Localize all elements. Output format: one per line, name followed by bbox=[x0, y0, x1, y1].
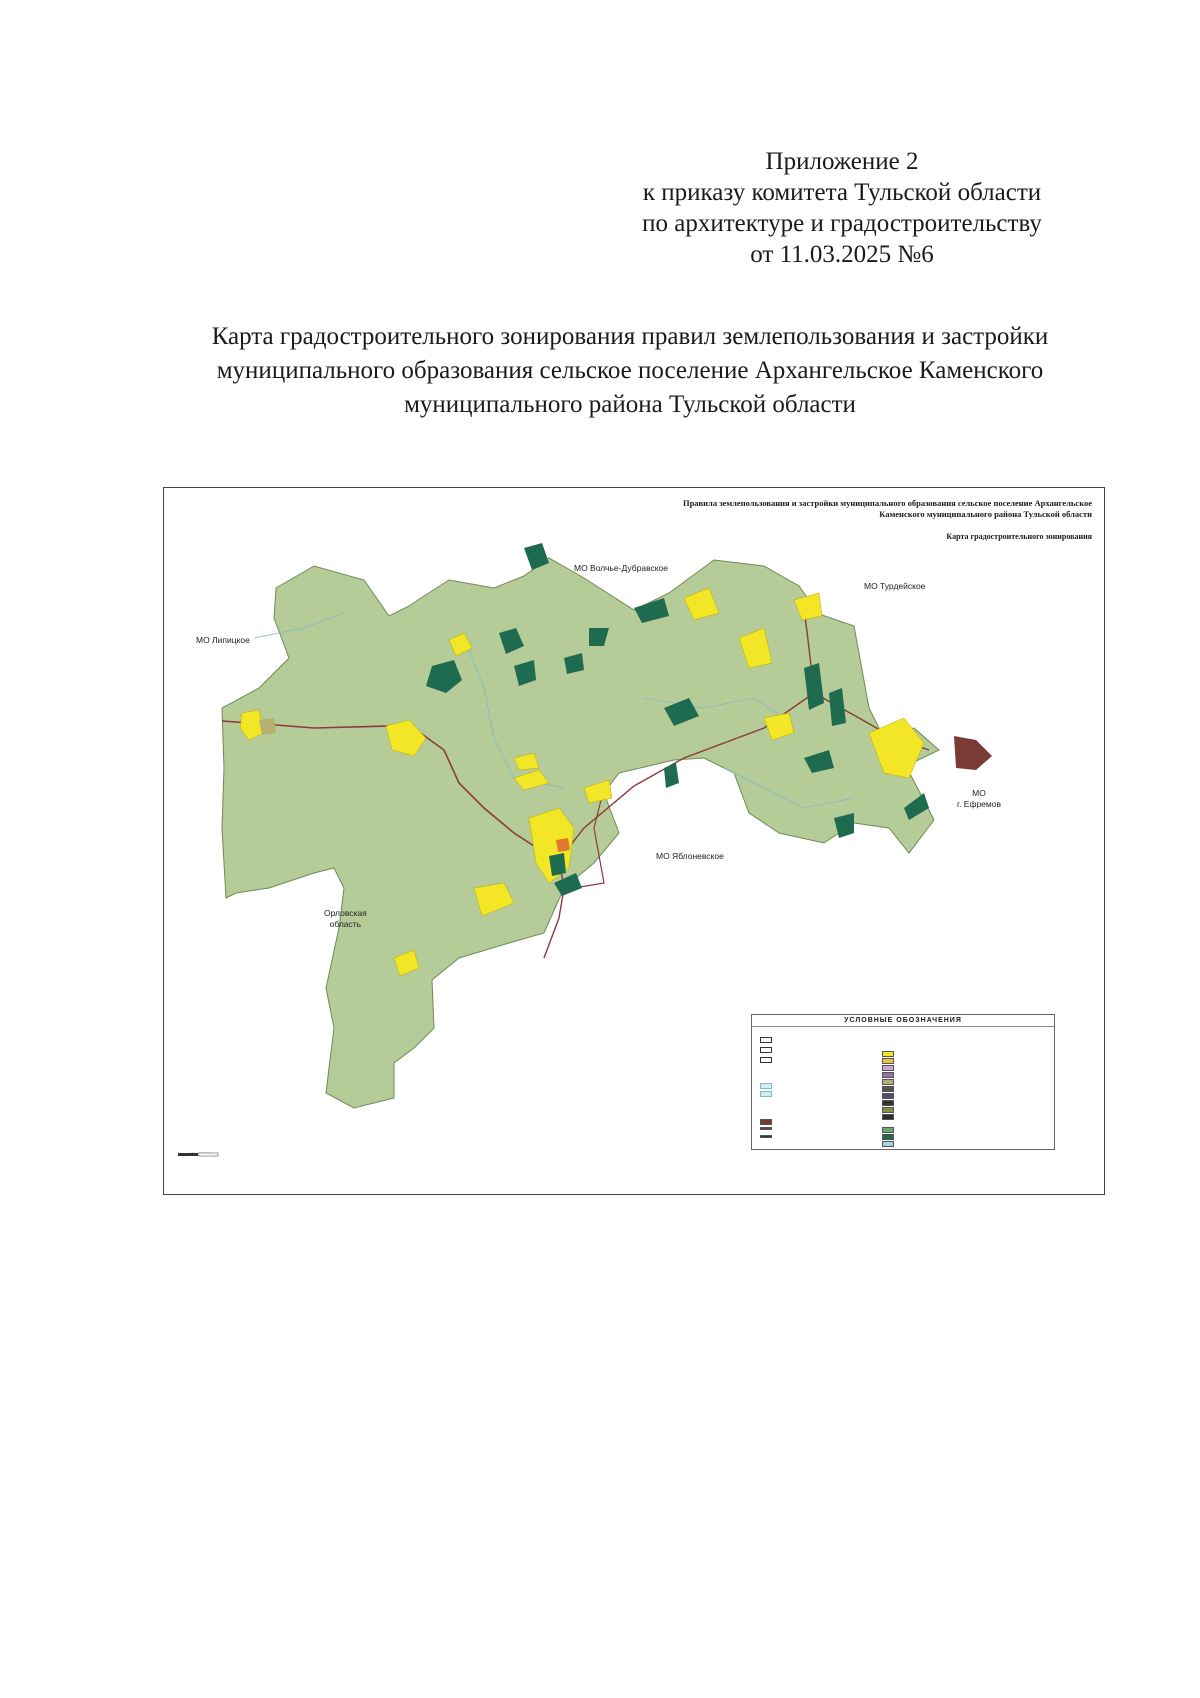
title-line-1: Карта градостроительного зонирования правил землепользования и застройки bbox=[211, 323, 1049, 350]
legend-swatch bbox=[760, 1135, 772, 1138]
map-header-line-1: Правила землепользования и застройки муниципального образования сельское поселение Архангельское bbox=[682, 498, 1092, 508]
legend-row bbox=[882, 1072, 897, 1078]
legend-row bbox=[882, 1107, 897, 1113]
legend-row bbox=[882, 1086, 897, 1092]
map-legend bbox=[751, 1014, 1055, 1150]
legend-title: УСЛОВНЫЕ ОБОЗНАЧЕНИЯ bbox=[752, 1015, 1054, 1027]
legend-swatch bbox=[882, 1127, 894, 1133]
document-title bbox=[140, 320, 1120, 422]
region-label-efremov-2: г. Ефремов bbox=[957, 799, 1001, 809]
map-subheader: Карта градостроительного зонирования bbox=[946, 532, 1092, 541]
special-zone bbox=[556, 838, 570, 852]
region-label-yablon: МО Яблоневское bbox=[656, 851, 724, 861]
legend-swatch bbox=[882, 1141, 894, 1147]
map-scale bbox=[178, 1152, 210, 1157]
legend-swatch bbox=[882, 1051, 894, 1057]
legend-swatch bbox=[882, 1058, 894, 1064]
legend-row bbox=[882, 1127, 897, 1133]
legend-row bbox=[760, 1119, 775, 1125]
zoning-map bbox=[163, 487, 1105, 1195]
legend-row bbox=[882, 1079, 897, 1085]
legend-row bbox=[882, 1058, 897, 1064]
legend-row bbox=[760, 1135, 775, 1138]
forest-central bbox=[549, 853, 566, 876]
legend-row bbox=[760, 1037, 775, 1043]
annex-number: Приложение 2 bbox=[765, 148, 919, 175]
annex-order-ref: к приказу комитета Тульской области bbox=[642, 179, 1042, 206]
legend-swatch bbox=[882, 1072, 894, 1078]
title-line-2: муниципального образования сельское поселение Архангельское Каменского bbox=[216, 357, 1044, 384]
legend-row bbox=[882, 1051, 897, 1057]
legend-row bbox=[760, 1127, 775, 1130]
title-line-3: муниципального района Тульской области bbox=[404, 391, 856, 418]
legend-row bbox=[882, 1065, 897, 1071]
legend-swatch bbox=[882, 1079, 894, 1085]
region-label-turdey: МО Турдейское bbox=[864, 581, 926, 591]
annex-block bbox=[612, 146, 1072, 270]
region-label-lipitsk: МО Липицкое bbox=[196, 635, 250, 645]
legend-row bbox=[882, 1141, 897, 1147]
map-header-line-2: Каменского муниципального района Тульской области bbox=[879, 509, 1092, 519]
legend-swatch bbox=[760, 1127, 772, 1130]
legend-swatch bbox=[760, 1091, 772, 1097]
region-label-volchye: МО Волчье-Дубравское bbox=[574, 563, 669, 573]
legend-row bbox=[882, 1100, 897, 1106]
legend-row bbox=[760, 1047, 775, 1053]
annex-order-date: от 11.03.2025 №6 bbox=[750, 241, 934, 268]
legend-swatch bbox=[760, 1119, 772, 1125]
map-header bbox=[672, 498, 1092, 520]
legend-swatch bbox=[882, 1086, 894, 1092]
legend-row bbox=[760, 1083, 775, 1089]
region-label-orel-1: Орловская bbox=[324, 908, 367, 918]
region-label-orel bbox=[324, 908, 367, 930]
efremov-zone bbox=[954, 736, 992, 770]
region-label-efremov bbox=[957, 788, 1001, 810]
legend-swatch bbox=[760, 1083, 772, 1089]
legend-row bbox=[882, 1114, 897, 1120]
legend-swatch bbox=[882, 1093, 894, 1099]
legend-swatch bbox=[760, 1047, 772, 1053]
legend-row bbox=[882, 1093, 897, 1099]
forest-14 bbox=[664, 763, 679, 788]
legend-swatch bbox=[760, 1037, 772, 1043]
legend-swatch bbox=[882, 1107, 894, 1113]
legend-row bbox=[760, 1091, 775, 1097]
region-label-orel-2: область bbox=[329, 919, 362, 929]
legend-swatch bbox=[760, 1057, 772, 1063]
legend-swatch bbox=[882, 1114, 894, 1120]
annex-order-committee: по архитектуре и градостроительству bbox=[642, 210, 1042, 237]
legend-row bbox=[882, 1134, 897, 1140]
scale-bar bbox=[178, 1152, 228, 1158]
region-label-efremov-1: МО bbox=[972, 788, 986, 798]
legend-swatch bbox=[882, 1134, 894, 1140]
legend-swatch bbox=[882, 1100, 894, 1106]
agri-zone bbox=[259, 718, 276, 735]
legend-row bbox=[760, 1057, 775, 1063]
legend-swatch bbox=[882, 1065, 894, 1071]
